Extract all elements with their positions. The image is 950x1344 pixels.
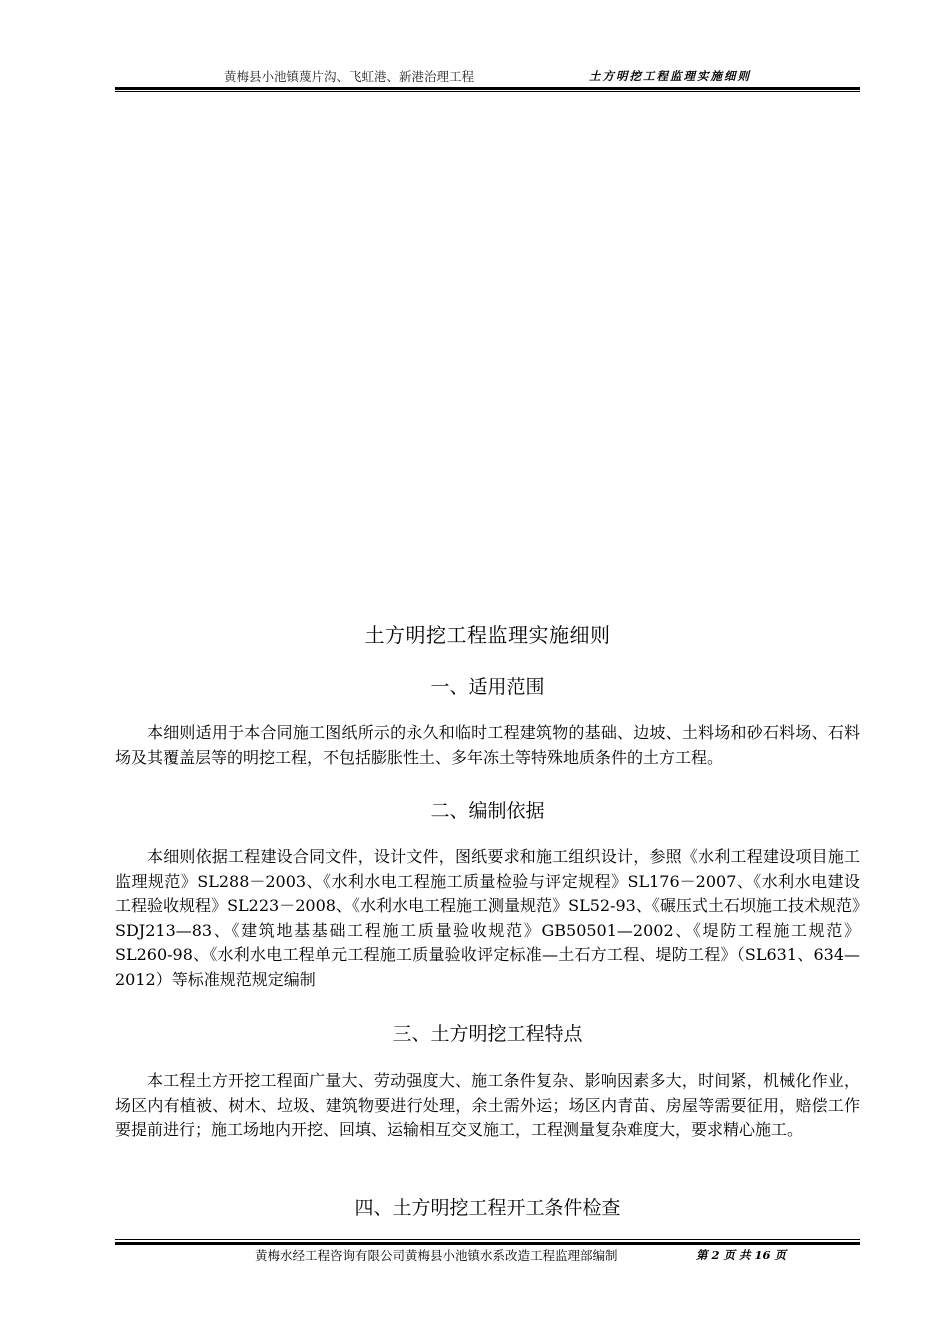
section-heading-basis: 二、编制依据 bbox=[430, 800, 545, 822]
header-rule-thin bbox=[115, 91, 860, 92]
paragraph: 本细则适用于本合同施工图纸所示的永久和临时工程建筑物的基础、边坡、土料场和砂石料场、石料场及其覆盖层等的明挖工程，不包括膨胀性土、多年冻土等特殊地质条件的土方工程。 bbox=[115, 723, 860, 767]
footer-rule-thin bbox=[115, 1239, 860, 1240]
header-document-name: 土方明挖工程监理实施细则 bbox=[589, 69, 751, 83]
footer-page-number: 第 2 页 共 16 页 bbox=[696, 1248, 787, 1262]
section-heading-scope: 一、适用范围 bbox=[430, 676, 545, 698]
section-body-features bbox=[115, 1069, 860, 1143]
section-body-basis bbox=[115, 845, 860, 992]
section-heading-features: 三、土方明挖工程特点 bbox=[392, 1023, 583, 1045]
page-footer bbox=[115, 1244, 860, 1266]
paragraph: 本工程土方开挖工程面广量大、劳动强度大、施工条件复杂、影响因素多大，时间紧，机械化作业，场区内有植被、树木、垃圾、建筑物要进行处理，余土需外运；场区内青苗、房屋等需要征用，赔偿工作要提前进行；施工场地内开挖、回填、运输相互交叉施工，工程测量复杂难度大，要求精心施工。 bbox=[115, 1071, 860, 1139]
footer-company: 黄梅水经工程咨询有限公司黄梅县小池镇水系改造工程监理部编制 bbox=[255, 1248, 618, 1263]
section-body-scope bbox=[115, 721, 860, 770]
document-title: 土方明挖工程监理实施细则 bbox=[364, 623, 611, 647]
header-rule-thick bbox=[115, 87, 860, 90]
section-heading-start-conditions: 四、土方明挖工程开工条件检查 bbox=[354, 1197, 621, 1219]
paragraph: 本细则依据工程建设合同文件，设计文件，图纸要求和施工组织设计，参照《水利工程建设项目施工监理规范》SL288－2003、《水利水电工程施工质量检验与评定规程》SL176－2007、《水利水电建设工程验收规程》SL223－2008、《水利水电工程施工测量规范》SL52-93、《碾压式土石坝施工技术规范》SDJ213—83、《建筑地基基础工程施工质量验收规范》GB50501—2002、《堤防工程施工规范》SL260-98、《水利水电工程单元工程施工质量验收评定标准—土石方工程、堤防工程》（SL631、634—2012）等标准规范规定编制 bbox=[115, 847, 860, 989]
header-project-name: 黄梅县小池镇蔑片沟、飞虹港、新港治理工程 bbox=[224, 69, 475, 84]
